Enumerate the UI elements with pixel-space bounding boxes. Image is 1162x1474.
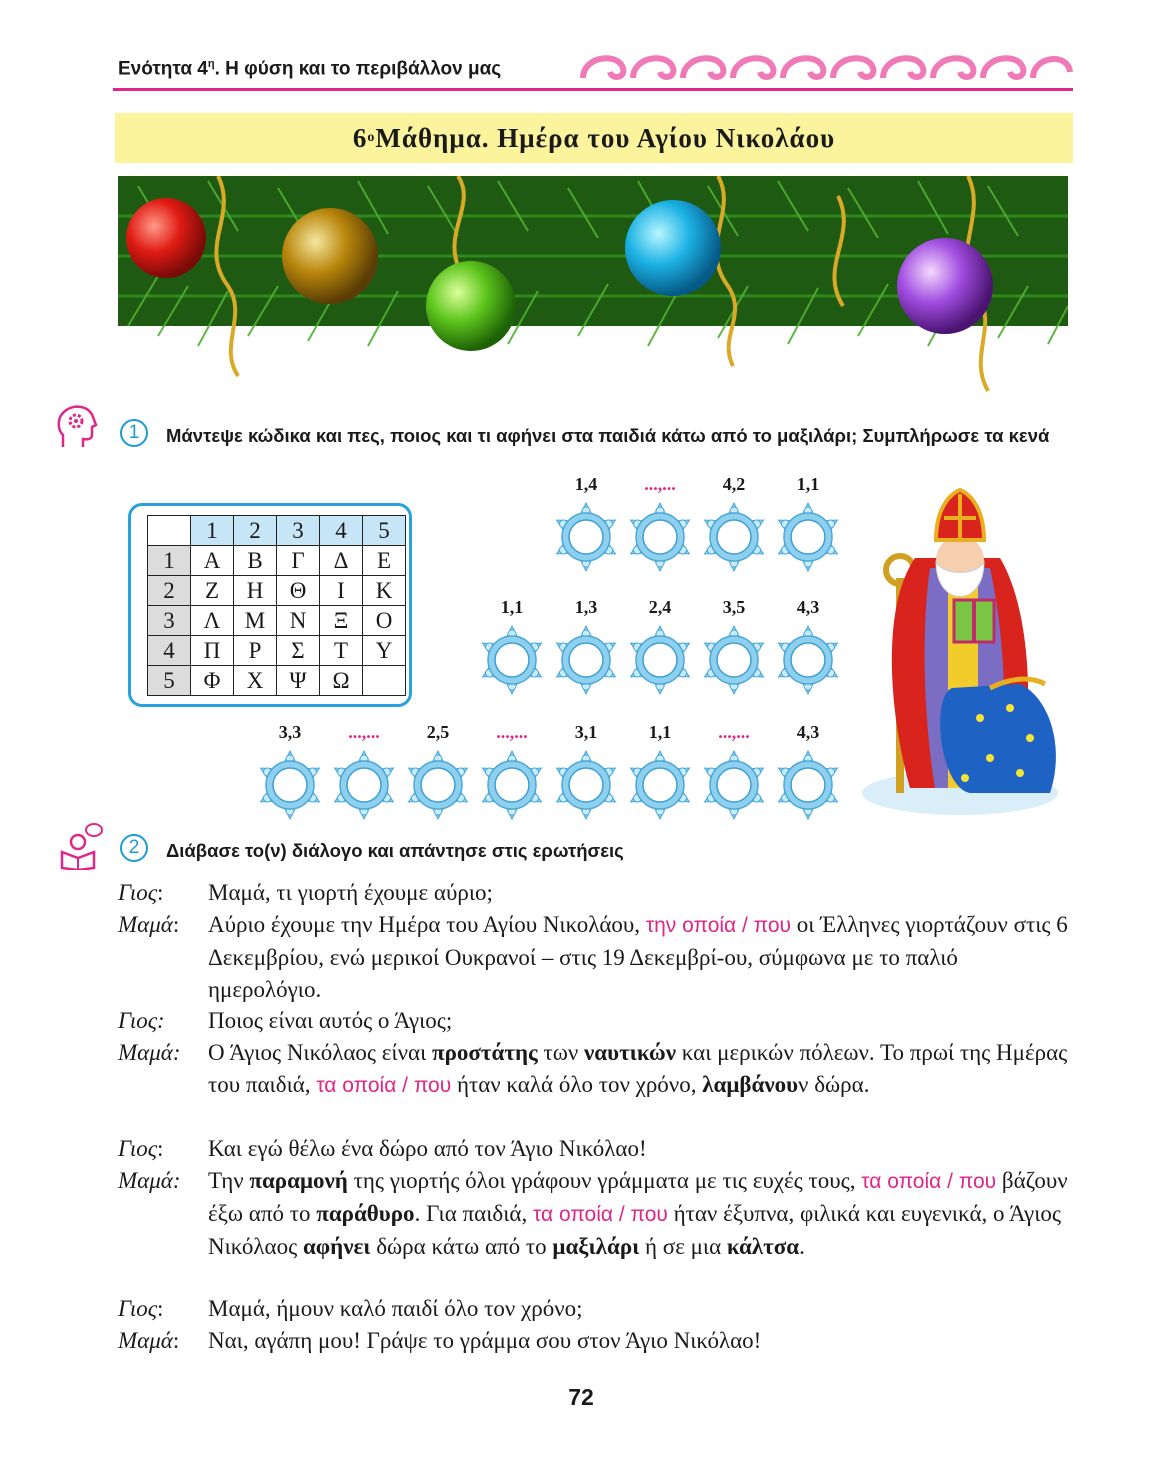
speech-text: Αύριο έχουμε την Ημέρα του Αγίου Νικολάου, την οποία / που οι Έλληνες γιορτάζουν στις 6 Δεκεμβρίου, ενώ μερικοί Ουκρανοί – στις 19 Δεκεμβρί-ου, σύμφωνα με το παλιό ημερολόγιο. <box>208 912 1068 1002</box>
exercise-2-instruction: Διάβασε το(ν) διάλογο και απάντησε στις ερωτήσεις <box>166 840 624 861</box>
speech-text: Ποιος είναι αυτός ο Άγιος; <box>208 1008 453 1033</box>
word-1-code-label: 1,4 <box>574 474 598 494</box>
relative-pronoun-option: τα οποία / που <box>532 1203 668 1226</box>
table-row-header: 1 <box>148 546 191 576</box>
unit-title: Ενότητα $4^\eta$. Η φύση και το περιβάλλον μας <box>118 58 502 80</box>
word-3-code-label: 1,1 <box>648 722 672 742</box>
table-column-header: 3 <box>277 516 320 546</box>
christmas-garland-image <box>118 176 1068 398</box>
table-cell <box>363 666 406 696</box>
word-1-code-label: ...,... <box>644 474 676 494</box>
snowflake-answer-slot[interactable] <box>699 502 769 572</box>
speech-text: Μαμά, ήμουν καλό παιδί όλο τον χρόνο; <box>208 1296 583 1321</box>
table-cell: Σ <box>277 636 320 666</box>
word-3-code-label: 4,3 <box>796 722 820 742</box>
speaker-mom: Μαμά: <box>118 1040 181 1065</box>
speaker-mom: Μαμά: <box>118 1328 180 1353</box>
table-row-header: 5 <box>148 666 191 696</box>
table-cell: Ζ <box>191 576 234 606</box>
table-cell: Ξ <box>320 606 363 636</box>
exercise-1-number: 1 <box>120 419 148 447</box>
speaker-mom: Μαμά: <box>118 1168 181 1193</box>
word-2-code-label: 3,5 <box>722 597 746 617</box>
speech-text: Ο Άγιος Νικόλαος είναι προστάτης των ναυτικών και μερικών πόλεων. Το πρωί της Ημέρας του παιδιά, τα οποία / που ήταν καλά όλο τον χρόνο, λαμβάνουν δώρα. <box>208 1040 1068 1097</box>
table-column-header: 1 <box>191 516 234 546</box>
snowflake-answer-slot[interactable] <box>329 750 399 820</box>
decorative-swirl-border <box>578 46 1073 88</box>
exercise-2-number: 2 <box>120 834 148 862</box>
word-2-code-label: 1,1 <box>500 597 524 617</box>
table-cell: Φ <box>191 666 234 696</box>
table-cell: Χ <box>234 666 277 696</box>
table-cell: Ε <box>363 546 406 576</box>
speaker-son: Γιος: <box>118 1008 165 1033</box>
page-number: 72 <box>568 1384 594 1410</box>
word-2-code-label: 1,3 <box>574 597 598 617</box>
speech-text: Μαμά, τι γιορτή έχουμε αύριο; <box>208 880 493 905</box>
code-table-box <box>128 503 412 707</box>
word-3-code-label: ...,... <box>718 722 750 742</box>
snowflake-answer-slot[interactable] <box>551 625 621 695</box>
speaker-son: Γιος: <box>118 1136 164 1161</box>
table-cell: Π <box>191 636 234 666</box>
speaker-mom: Μαμά: <box>118 912 180 937</box>
speaker-son: Γιος: <box>118 880 164 905</box>
snowflake-answer-slot[interactable] <box>773 625 843 695</box>
snowflake-answer-slot[interactable] <box>403 750 473 820</box>
snowflake-answer-slot[interactable] <box>773 750 843 820</box>
word-3-code-label: ...,... <box>348 722 380 742</box>
table-cell: Ρ <box>234 636 277 666</box>
table-cell: Γ <box>277 546 320 576</box>
snowflake-answer-slot[interactable] <box>625 750 695 820</box>
word-3-code-label: 2,5 <box>426 722 450 742</box>
code-table <box>147 515 406 696</box>
table-column-header: 2 <box>234 516 277 546</box>
relative-pronoun-option: τα οποία / που <box>316 1074 452 1097</box>
snowflake-answer-slot[interactable] <box>699 750 769 820</box>
relative-pronoun-option: τα οποία / που <box>861 1170 997 1193</box>
table-cell: Μ <box>234 606 277 636</box>
word-1-code-label: 4,2 <box>722 474 746 494</box>
table-row-header: 2 <box>148 576 191 606</box>
table-corner-cell <box>148 516 191 546</box>
table-cell: Τ <box>320 636 363 666</box>
word-3-code-label: 3,3 <box>278 722 302 742</box>
table-cell: Υ <box>363 636 406 666</box>
word-2-code-label: 4,3 <box>796 597 820 617</box>
table-cell: Ν <box>277 606 320 636</box>
table-cell: Ο <box>363 606 406 636</box>
table-cell: Β <box>234 546 277 576</box>
table-cell: Ψ <box>277 666 320 696</box>
table-cell: Ι <box>320 576 363 606</box>
table-cell: Δ <box>320 546 363 576</box>
table-row-header: 3 <box>148 606 191 636</box>
snowflake-answer-slot[interactable] <box>551 750 621 820</box>
word-3-code-label: 3,1 <box>574 722 598 742</box>
speaker-son: Γιος: <box>118 1296 164 1321</box>
exercise-1-instruction: Μάντεψε κώδικα και πες, ποιος και τι αφήνει στα παιδιά κάτω από το μαξιλάρι; Συμπλήρωσε τα κενά <box>166 425 1050 446</box>
table-cell: Η <box>234 576 277 606</box>
table-cell: Θ <box>277 576 320 606</box>
snowflake-answer-slot[interactable] <box>625 502 695 572</box>
reading-child-icon <box>58 822 106 870</box>
word-1-code-label: 1,1 <box>796 474 820 494</box>
table-cell: Λ <box>191 606 234 636</box>
relative-pronoun-option: την οποία / που <box>645 914 792 937</box>
table-cell: Κ <box>363 576 406 606</box>
brain-gear-icon <box>55 403 99 451</box>
lesson-title: 6 ο Μάθημα. Ημέρα του Αγίου Νικολάου <box>115 113 1073 163</box>
snowflake-answer-slot[interactable] <box>477 750 547 820</box>
table-column-header: 5 <box>363 516 406 546</box>
table-row-header: 4 <box>148 636 191 666</box>
speech-text: Ναι, αγάπη μου! Γράψε το γράμμα σου στον Άγιο Νικόλαο! <box>208 1328 762 1353</box>
table-column-header: 4 <box>320 516 363 546</box>
word-3-code-label: ...,... <box>496 722 528 742</box>
saint-nicholas-illustration <box>860 488 1065 818</box>
header-rule <box>113 88 1073 91</box>
snowflake-answer-slot[interactable] <box>477 625 547 695</box>
snowflake-answer-slot[interactable] <box>699 625 769 695</box>
speech-text: Την παραμονή της γιορτής όλοι γράφουν γράμματα με τις ευχές τους, τα οποία / που βάζουν έξω από το παράθυρο. Για παιδιά, τα οποία / που ήταν έξυπνα, φιλικά και ευγενικά, ο Άγιος Νικόλαος αφήνει δώρα κάτω από το μαξιλάρι ή σε μια κάλτσα. <box>208 1168 1068 1259</box>
snowflake-answer-slot[interactable] <box>773 502 843 572</box>
table-cell: Α <box>191 546 234 576</box>
snowflake-answer-slot[interactable] <box>255 750 325 820</box>
table-cell: Ω <box>320 666 363 696</box>
speech-text: Και εγώ θέλω ένα δώρο από τον Άγιο Νικόλαο! <box>208 1136 647 1161</box>
word-2-code-label: 2,4 <box>648 597 672 617</box>
snowflake-answer-slot[interactable] <box>551 502 621 572</box>
snowflake-answer-slot[interactable] <box>625 625 695 695</box>
